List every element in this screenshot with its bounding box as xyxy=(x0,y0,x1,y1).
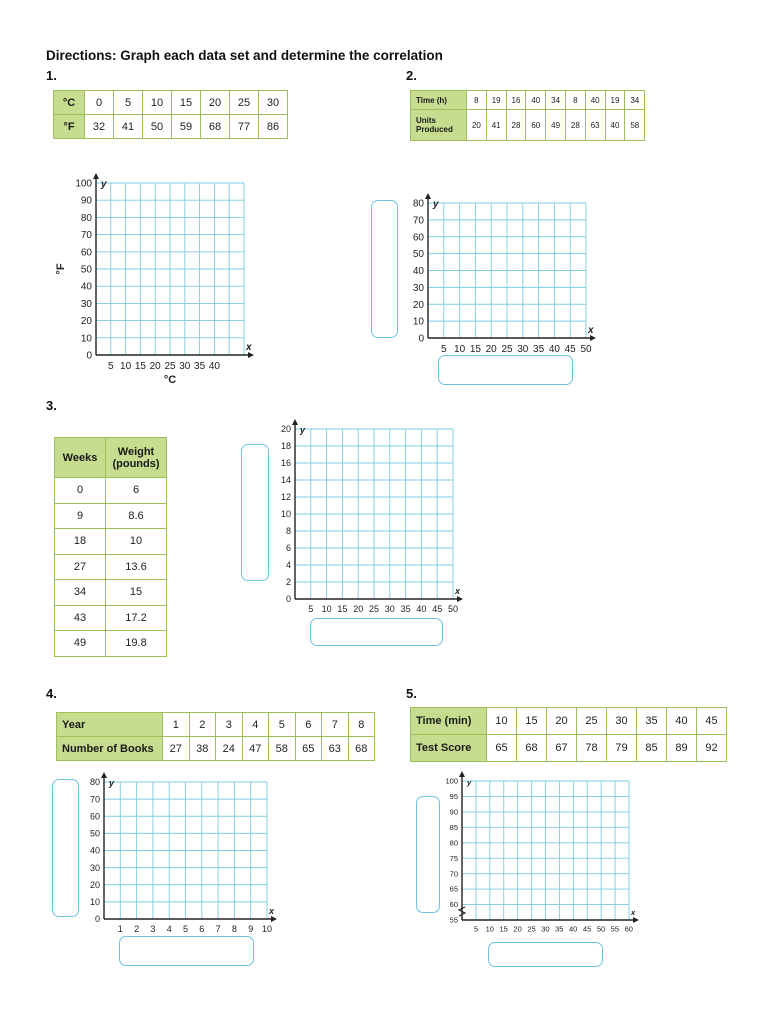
table-cell: 68 xyxy=(348,737,375,761)
table-column-header: Weeks xyxy=(55,438,106,478)
table-cell: 16 xyxy=(506,91,526,110)
y-tick-label: 55 xyxy=(449,915,458,925)
table-cell: 50 xyxy=(143,115,172,139)
x-tick-label: 45 xyxy=(582,924,592,934)
x-tick-label: 45 xyxy=(564,344,576,355)
y-tick-label: 0 xyxy=(86,350,92,362)
x-tick-label: 30 xyxy=(541,924,550,934)
table-row xyxy=(55,478,167,504)
table-row-header: Test Score xyxy=(411,735,487,762)
table-row-header: Year xyxy=(57,713,163,737)
y-axis-name: y xyxy=(300,425,306,435)
table-cell: 58 xyxy=(269,737,296,761)
problem-3-x-label-answer-box[interactable] xyxy=(310,618,443,646)
table-cell: 0 xyxy=(85,91,114,115)
x-tick-label: 10 xyxy=(261,924,273,934)
table-row-header: Time (min) xyxy=(411,708,487,735)
table-cell: 24 xyxy=(216,737,243,761)
y-tick-label: 60 xyxy=(449,900,458,910)
x-tick-label: 15 xyxy=(469,344,481,355)
y-tick-label: 4 xyxy=(285,560,291,571)
x-tick-label: 30 xyxy=(517,344,529,355)
table-cell: 13.6 xyxy=(106,554,167,580)
x-tick-label: 5 xyxy=(308,604,314,614)
x-tick-label: 10 xyxy=(321,604,332,614)
y-axis-arrow xyxy=(292,419,298,425)
y-tick-label: 70 xyxy=(80,230,92,242)
table-cell: 18 xyxy=(55,529,106,555)
table-cell: 89 xyxy=(667,735,697,762)
table-row xyxy=(411,91,645,110)
problem-2-graph xyxy=(400,195,600,360)
table-cell: 49 xyxy=(546,110,566,141)
y-tick-label: 10 xyxy=(80,333,92,345)
table-cell: 60 xyxy=(526,110,546,141)
table-row-header: °F xyxy=(54,115,85,139)
table-cell: 19 xyxy=(605,91,625,110)
x-tick-label: 2 xyxy=(134,924,140,934)
y-tick-label: 100 xyxy=(75,178,92,190)
problem-2-number: 2. xyxy=(406,68,417,83)
y-tick-label: 12 xyxy=(280,492,291,503)
x-tick-label: 20 xyxy=(513,924,522,934)
y-tick-label: 16 xyxy=(280,458,291,469)
table-cell: 10 xyxy=(106,529,167,555)
y-tick-label: 0 xyxy=(418,333,424,345)
y-tick-label: 30 xyxy=(80,298,92,310)
problem-2-data-table xyxy=(410,90,645,141)
y-tick-label: 80 xyxy=(412,198,424,210)
table-cell: 27 xyxy=(163,737,190,761)
table-row xyxy=(55,529,167,555)
x-tick-label: 60 xyxy=(624,924,633,934)
table-cell: 40 xyxy=(667,708,697,735)
table-row-header: Number of Books xyxy=(57,737,163,761)
problem-5-number: 5. xyxy=(406,686,417,701)
y-tick-label: 80 xyxy=(89,777,100,788)
table-row xyxy=(411,110,645,141)
table-cell: 28 xyxy=(506,110,526,141)
y-tick-label: 0 xyxy=(94,914,100,925)
problem-4-number: 4. xyxy=(46,686,57,701)
table-cell: 34 xyxy=(546,91,566,110)
table-cell: 67 xyxy=(547,735,577,762)
problem-1-data-table xyxy=(53,90,288,139)
x-axis-arrow xyxy=(457,596,463,602)
x-tick-label: 40 xyxy=(548,344,560,355)
y-tick-label: 95 xyxy=(449,792,458,802)
y-tick-label: 20 xyxy=(89,879,100,890)
table-cell: 59 xyxy=(172,115,201,139)
y-tick-label: 40 xyxy=(412,266,424,277)
problem-4-data-table xyxy=(56,712,375,761)
table-cell: 68 xyxy=(517,735,547,762)
x-tick-label: 50 xyxy=(447,604,459,614)
x-tick-label: 25 xyxy=(501,344,513,355)
table-row-header: Units Produced xyxy=(411,110,467,141)
table-cell: 47 xyxy=(242,737,269,761)
y-axis-arrow xyxy=(425,193,431,199)
y-axis-arrow xyxy=(93,173,99,179)
x-tick-label: 25 xyxy=(368,604,380,614)
y-axis-name: y xyxy=(433,199,439,210)
x-tick-label: 4 xyxy=(166,924,172,934)
y-tick-label: 50 xyxy=(412,249,424,261)
x-tick-label: 15 xyxy=(134,361,146,372)
x-tick-label: 10 xyxy=(120,361,132,372)
table-cell: 3 xyxy=(216,713,243,737)
table-cell: 35 xyxy=(637,708,667,735)
y-axis-title: °F xyxy=(55,263,67,275)
table-cell: 41 xyxy=(114,115,143,139)
directions-heading: Directions: Graph each data set and determine the correlation xyxy=(46,48,443,63)
y-tick-label: 60 xyxy=(412,232,424,244)
table-cell: 6 xyxy=(295,713,322,737)
table-header-row xyxy=(55,438,167,478)
table-cell: 0 xyxy=(55,478,106,504)
x-tick-label: 1 xyxy=(117,924,123,934)
x-tick-label: 40 xyxy=(569,924,578,934)
table-cell: 68 xyxy=(201,115,230,139)
problem-3-y-label-answer-box[interactable] xyxy=(241,444,269,581)
y-tick-label: 0 xyxy=(285,594,291,605)
y-tick-label: 8 xyxy=(285,526,291,537)
problem-1-graph xyxy=(50,170,260,400)
x-tick-label: 9 xyxy=(248,924,254,934)
table-cell: 41 xyxy=(486,110,506,141)
y-axis-name: y xyxy=(467,778,472,787)
x-axis-name: x xyxy=(246,342,252,353)
x-axis-arrow xyxy=(633,917,639,923)
table-cell: 49 xyxy=(55,631,106,657)
y-tick-label: 30 xyxy=(89,862,100,873)
x-axis-name: x xyxy=(588,325,594,336)
table-cell: 19.8 xyxy=(106,631,167,657)
table-cell: 10 xyxy=(143,91,172,115)
y-tick-label: 75 xyxy=(449,853,458,863)
problem-4-graph xyxy=(80,775,280,940)
x-tick-label: 35 xyxy=(400,604,411,614)
table-cell: 15 xyxy=(517,708,547,735)
x-tick-label: 15 xyxy=(499,924,508,934)
x-tick-label: 35 xyxy=(194,361,206,372)
table-cell: 65 xyxy=(487,735,517,762)
table-cell: 34 xyxy=(625,91,645,110)
y-tick-label: 90 xyxy=(80,195,92,207)
y-tick-label: 40 xyxy=(89,845,100,856)
y-tick-label: 10 xyxy=(89,897,100,908)
x-tick-label: 5 xyxy=(108,361,114,372)
x-axis-name: x xyxy=(269,906,275,916)
axis-break-mark xyxy=(459,907,465,916)
table-cell: 27 xyxy=(55,554,106,580)
x-tick-label: 3 xyxy=(150,924,156,934)
table-cell: 20 xyxy=(467,110,487,141)
table-row-header: °C xyxy=(54,91,85,115)
x-tick-label: 25 xyxy=(164,361,176,372)
table-cell: 7 xyxy=(322,713,349,737)
y-axis-name: y xyxy=(101,179,107,190)
table-cell: 85 xyxy=(637,735,667,762)
y-tick-label: 50 xyxy=(80,264,92,276)
y-tick-label: 50 xyxy=(89,828,100,839)
table-cell: 1 xyxy=(163,713,190,737)
table-cell: 65 xyxy=(295,737,322,761)
y-tick-label: 10 xyxy=(412,316,424,328)
y-tick-label: 90 xyxy=(449,807,458,817)
table-cell: 30 xyxy=(259,91,288,115)
table-row xyxy=(57,713,375,737)
x-tick-label: 20 xyxy=(149,361,161,372)
x-axis-title: °C xyxy=(163,374,177,386)
x-tick-label: 30 xyxy=(384,604,395,614)
table-cell: 25 xyxy=(230,91,259,115)
x-tick-label: 7 xyxy=(215,924,221,934)
problem-4-y-label-answer-box[interactable] xyxy=(52,779,79,917)
problem-5-y-label-answer-box[interactable] xyxy=(416,796,440,913)
y-tick-label: 30 xyxy=(412,282,424,294)
x-tick-label: 30 xyxy=(179,361,191,372)
table-cell: 10 xyxy=(487,708,517,735)
table-cell: 15 xyxy=(172,91,201,115)
table-cell: 8 xyxy=(565,91,585,110)
table-row xyxy=(54,115,288,139)
table-cell: 40 xyxy=(585,91,605,110)
table-cell: 43 xyxy=(55,605,106,631)
x-tick-label: 10 xyxy=(454,344,466,355)
table-cell: 63 xyxy=(585,110,605,141)
y-tick-label: 18 xyxy=(280,441,291,452)
table-cell: 58 xyxy=(625,110,645,141)
x-tick-label: 45 xyxy=(432,604,443,614)
table-cell: 5 xyxy=(269,713,296,737)
table-cell: 40 xyxy=(605,110,625,141)
y-axis-name: y xyxy=(109,778,115,788)
table-cell: 40 xyxy=(526,91,546,110)
y-tick-label: 85 xyxy=(449,822,458,832)
table-row xyxy=(54,91,288,115)
table-cell: 17.2 xyxy=(106,605,167,631)
y-tick-label: 80 xyxy=(449,838,458,848)
y-tick-label: 70 xyxy=(412,215,424,227)
table-row xyxy=(411,735,727,762)
problem-4-x-label-answer-box[interactable] xyxy=(119,936,254,966)
table-cell: 15 xyxy=(106,580,167,606)
y-tick-label: 80 xyxy=(80,212,92,224)
problem-5-data-table xyxy=(410,707,727,762)
table-row xyxy=(57,737,375,761)
table-cell: 86 xyxy=(259,115,288,139)
y-tick-label: 20 xyxy=(412,299,424,311)
table-cell: 34 xyxy=(55,580,106,606)
y-axis-arrow xyxy=(101,772,107,778)
table-cell: 45 xyxy=(697,708,727,735)
table-row xyxy=(55,580,167,606)
y-tick-label: 40 xyxy=(80,281,92,293)
table-cell: 20 xyxy=(201,91,230,115)
problem-5-graph xyxy=(440,775,640,945)
y-tick-label: 65 xyxy=(449,884,458,894)
x-axis-name: x xyxy=(631,908,636,917)
x-tick-label: 6 xyxy=(199,924,205,934)
table-row xyxy=(55,605,167,631)
y-tick-label: 20 xyxy=(280,424,291,435)
x-tick-label: 35 xyxy=(533,344,545,355)
y-axis-arrow xyxy=(459,771,465,777)
x-tick-label: 5 xyxy=(441,344,447,355)
x-tick-label: 40 xyxy=(416,604,427,614)
table-cell: 63 xyxy=(322,737,349,761)
y-tick-label: 100 xyxy=(445,776,458,786)
table-cell: 4 xyxy=(242,713,269,737)
table-cell: 78 xyxy=(577,735,607,762)
problem-3-data-table xyxy=(54,437,167,657)
y-tick-label: 70 xyxy=(89,794,100,805)
y-tick-label: 60 xyxy=(89,811,100,822)
problem-2-y-label-answer-box[interactable] xyxy=(371,200,398,338)
x-tick-label: 20 xyxy=(353,604,364,614)
x-tick-label: 35 xyxy=(555,924,564,934)
table-column-header: Weight (pounds) xyxy=(106,438,167,478)
x-tick-label: 5 xyxy=(473,924,478,934)
y-tick-label: 14 xyxy=(280,475,291,486)
y-tick-label: 10 xyxy=(280,509,291,520)
table-cell: 92 xyxy=(697,735,727,762)
x-tick-label: 40 xyxy=(208,361,220,372)
table-cell: 8 xyxy=(348,713,375,737)
table-cell: 32 xyxy=(85,115,114,139)
table-cell: 38 xyxy=(189,737,216,761)
table-cell: 8.6 xyxy=(106,503,167,529)
x-tick-label: 15 xyxy=(337,604,348,614)
x-tick-label: 20 xyxy=(485,344,497,355)
table-row xyxy=(411,708,727,735)
table-cell: 5 xyxy=(114,91,143,115)
table-cell: 9 xyxy=(55,503,106,529)
x-tick-label: 8 xyxy=(231,924,237,934)
table-row xyxy=(55,503,167,529)
x-tick-label: 10 xyxy=(485,924,494,934)
table-cell: 8 xyxy=(467,91,487,110)
problem-1-number: 1. xyxy=(46,68,57,83)
table-cell: 20 xyxy=(547,708,577,735)
problem-2-x-label-answer-box[interactable] xyxy=(438,355,573,385)
y-tick-label: 60 xyxy=(80,247,92,259)
x-axis-name: x xyxy=(455,586,461,596)
x-tick-label: 25 xyxy=(527,924,536,934)
problem-5-x-label-answer-box[interactable] xyxy=(488,942,603,967)
x-tick-label: 50 xyxy=(580,344,592,355)
x-axis-arrow xyxy=(271,916,277,922)
y-tick-label: 70 xyxy=(449,869,458,879)
x-tick-label: 5 xyxy=(182,924,189,934)
table-cell: 79 xyxy=(607,735,637,762)
y-tick-label: 2 xyxy=(285,577,291,588)
table-cell: 2 xyxy=(189,713,216,737)
problem-3-graph xyxy=(280,425,470,620)
table-cell: 77 xyxy=(230,115,259,139)
table-cell: 19 xyxy=(486,91,506,110)
table-row-header: Time (h) xyxy=(411,91,467,110)
table-cell: 6 xyxy=(106,478,167,504)
x-tick-label: 55 xyxy=(610,924,620,934)
y-tick-label: 20 xyxy=(80,316,92,328)
table-cell: 30 xyxy=(607,708,637,735)
problem-3-number: 3. xyxy=(46,398,57,413)
table-cell: 25 xyxy=(577,708,607,735)
table-cell: 28 xyxy=(565,110,585,141)
y-tick-label: 6 xyxy=(285,543,291,554)
table-row xyxy=(55,631,167,657)
table-row xyxy=(55,554,167,580)
x-tick-label: 50 xyxy=(596,924,606,934)
